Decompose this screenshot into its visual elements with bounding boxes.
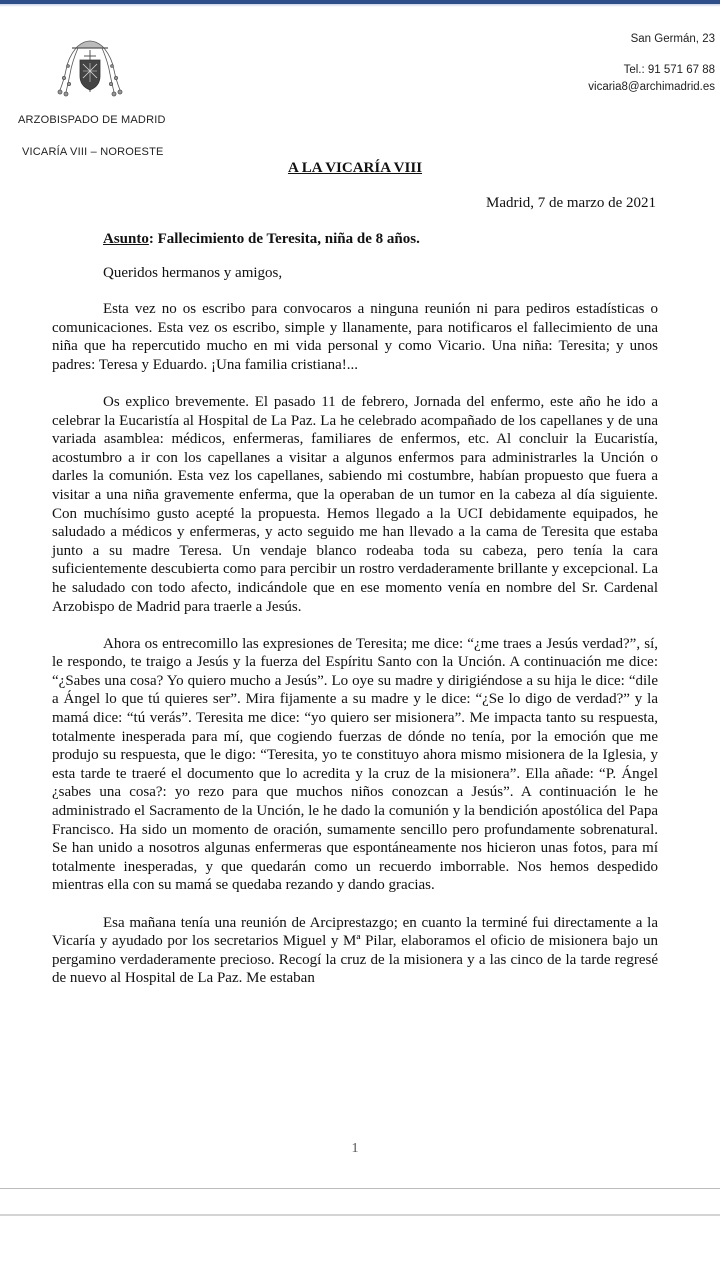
subject-text: : Fallecimiento de Teresita, niña de 8 años. bbox=[148, 231, 420, 247]
body-paragraph: Ahora os entrecomillo las expresiones de Teresita; me dice: “¿me traes a Jesús verdad?”, sí, le respondo, te traigo a Jesús y la fuerza del Espíritu Santo con la Unción. A continuación me dice: “¿Sabes una cosa? Yo quiero mucho a Jesús”. Lo oye su madre y dirigiéndose a su hija le dice: “dile a Ángel lo que tú quieres ser”. Mira fijamente a su madre y le dice: “¿Se lo digo de verdad?” y la mamá dice: “tú verás”. Teresita me dice: “yo quiero ser misionera”. Me impacta tanto su respuesta, totalmente inesperada para mí, que cogiendo fuerzas de dónde no tenía, por la emoción que me produjo su respuesta, que le digo: “Teresita, yo te constituyo ahora mismo misionera de la Iglesia, y esta tarde te traeré el documento que lo acredita y la cruz de la misionera”. Ella añade: “P. Ángel ¿sabes una cosa?: yo rezo para que muchos niños conozcan a Jesús”. A continuación le he administrado el Sacramento de la Unción, le he dado la comunión y la bendición apostólica del Papa Francisco. Ha sido un momento de oración, sumamente sencillo pero profundamente sobrenatural. Se han unido a nosotros algunas enfermeras que espontáneamente nos hicieron unas fotos, para mí totalmente inesperadas, y que quedarán como un recuerdo imborrable. Nos hemos despedido mientras ella con su mamá se quedaba rezando y dando gracias. bbox=[52, 635, 658, 894]
window-top-shadow bbox=[0, 4, 720, 7]
letter-date: Madrid, 7 de marzo de 2021 bbox=[486, 195, 656, 211]
page-divider bbox=[0, 1188, 720, 1189]
subject-label: Asunto bbox=[103, 231, 149, 247]
letter-heading: A LA VICARÍA VIII bbox=[287, 160, 423, 176]
letter-subject bbox=[103, 231, 420, 248]
address-phone: Tel.: 91 571 67 88 bbox=[623, 64, 715, 76]
body-paragraph: Os explico brevemente. El pasado 11 de febrero, Jornada del enfermo, este año he ido a celebrar la Eucaristía al Hospital de La Paz. La he celebrado acompañado de los capellanes y de una variada asamblea: médicos, enfermeras, familiares de enfermos, etc. Al concluir la Eucaristía, acostumbro a ir con los capellanes a visitar a algunos enfermos para administrarles la Unción o darles la comunión. Esta vez los capellanes, sabiendo mi costumbre, habían propuesto que fuera a visitar a una niña gravemente enferma, que la operaban de un tumor en la cabeza al día siguiente. Con muchísimo gusto acepté la propuesta. Hemos llegado a la UCI debidamente equipados, he saludado a médicos y enfermeras, y acto seguido me han llevado a la cama de Teresita que estaba junto a su madre Teresa. Un vendaje blanco rodeaba toda su cabeza, pero tenía la cara suficientemente descubierta como para percibir un rostro verdaderamente brillante y excepcional. La he saludado con todo afecto, indicándole que en ese momento venía en nombre del Sr. Cardenal Arzobispo de Madrid para traerle a Jesús. bbox=[52, 393, 658, 615]
body-paragraph: Esa mañana tenía una reunión de Arciprestazgo; en cuanto la terminé fui directamente a la Vicaría y ayudado por los secretarios Miguel y Mª Pilar, elaboramos el oficio de misionera bajo un pergamino verdaderamente precioso. Recogí la cruz de la misionera y a las cinco de la tarde regresé de nuevo al Hospital de La Paz. Me estaban bbox=[52, 914, 658, 987]
letter-salutation: Queridos hermanos y amigos, bbox=[103, 265, 283, 281]
viewer-bottom-bar bbox=[0, 1214, 720, 1216]
vicaria-name: VICARÍA VIII – NOROESTE bbox=[22, 146, 164, 158]
address-street: San Germán, 23 bbox=[630, 33, 715, 45]
body-paragraph: Esta vez no os escribo para convocaros a ninguna reunión ni para pediros estadísticas o comunicaciones. Esta vez os escribo, simple y llanamente, para notificaros el fallecimiento de una niña que ha repercutido mucho en mi vida personal y como Vicario. Una niña: Teresita; y unos padres: Teresa y Eduardo. ¡Una familia cristiana!... bbox=[52, 301, 658, 373]
organization-name: ARZOBISPADO DE MADRID bbox=[18, 114, 166, 126]
letter-body bbox=[52, 300, 658, 988]
archbishop-crest-icon bbox=[52, 34, 128, 98]
address-email: vicaria8@archimadrid.es bbox=[588, 81, 715, 93]
page-number: 1 bbox=[351, 1141, 359, 1156]
